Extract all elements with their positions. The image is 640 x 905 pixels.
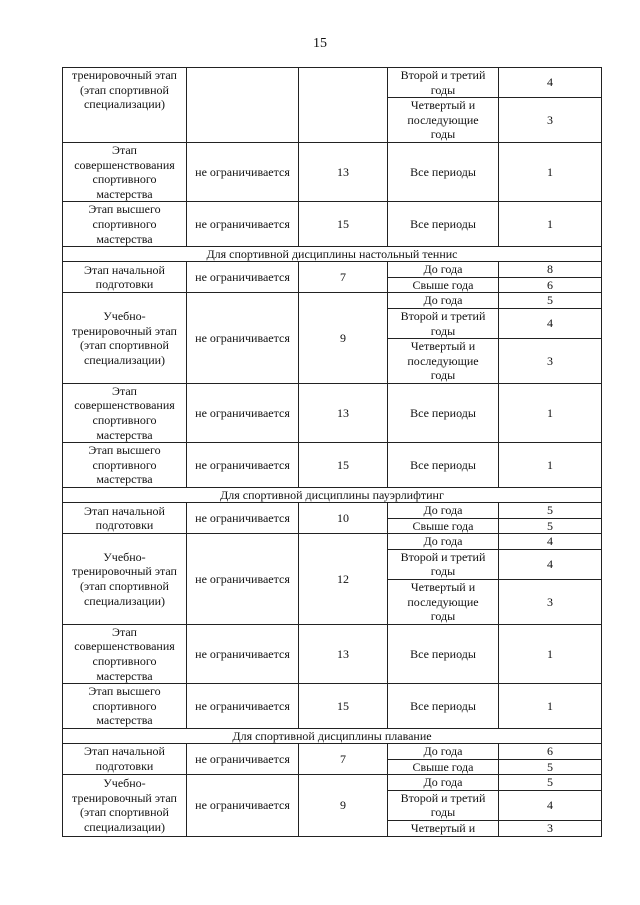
table-cell: не ограничивается <box>187 534 299 625</box>
table-cell: не ограничивается <box>187 142 299 201</box>
table-cell: 15 <box>299 202 388 247</box>
table-cell: 7 <box>299 262 388 293</box>
table-cell: не ограничивается <box>187 503 299 534</box>
table-cell: Этап начальной подготовки <box>63 262 187 293</box>
table-cell <box>299 68 388 143</box>
table-row <box>63 383 602 442</box>
table-row <box>63 68 602 98</box>
table-row <box>63 262 602 278</box>
table-cell: 13 <box>299 624 388 683</box>
table-cell: 13 <box>299 383 388 442</box>
table-cell: Этап начальной подготовки <box>63 743 187 774</box>
table-cell: не ограничивается <box>187 624 299 683</box>
table-row <box>63 775 602 791</box>
table-cell: Этап начальной подготовки <box>63 503 187 534</box>
table-cell: 1 <box>499 443 602 488</box>
table-cell: 9 <box>299 775 388 836</box>
table-cell: Четвертый и <box>388 820 499 836</box>
table-row <box>63 443 602 488</box>
training-periods-table <box>62 67 602 837</box>
table-cell: 4 <box>499 790 602 820</box>
table-cell: Все периоды <box>388 624 499 683</box>
table-cell: Этап совершенствования спортивного мастерства <box>63 624 187 683</box>
table-cell: Второй и третий годы <box>388 790 499 820</box>
table-row <box>63 743 602 759</box>
table-row <box>63 488 602 503</box>
table-cell: 5 <box>499 503 602 519</box>
table-cell: Этап высшего спортивного мастерства <box>63 202 187 247</box>
table-cell: Четвертый и последующие годы <box>388 580 499 625</box>
table-cell: 8 <box>499 262 602 278</box>
table-cell: Учебно- тренировочный этап (этап спортивной специализации) <box>63 534 187 625</box>
table-cell: Свыше года <box>388 518 499 534</box>
table-cell: До года <box>388 743 499 759</box>
table-cell: Этап высшего спортивного мастерства <box>63 443 187 488</box>
table-cell: 5 <box>499 775 602 791</box>
table-cell: 15 <box>299 443 388 488</box>
table-cell: 9 <box>299 293 388 384</box>
table-row <box>63 534 602 550</box>
table-cell: Учебно- тренировочный этап (этап спортивной специализации) <box>63 293 187 384</box>
table-cell: Все периоды <box>388 202 499 247</box>
table-cell: 5 <box>499 518 602 534</box>
table-cell: До года <box>388 503 499 519</box>
table-cell: Свыше года <box>388 277 499 293</box>
table-cell: До года <box>388 262 499 278</box>
table-cell: Четвертый и последующие годы <box>388 339 499 384</box>
table-row <box>63 293 602 309</box>
page-number: 15 <box>313 36 327 51</box>
table-cell: 3 <box>499 580 602 625</box>
table-cell: 1 <box>499 624 602 683</box>
table-cell: 3 <box>499 820 602 836</box>
table-cell: 13 <box>299 142 388 201</box>
table-cell: Этап высшего спортивного мастерства <box>63 684 187 729</box>
table-row <box>63 684 602 729</box>
table-cell: не ограничивается <box>187 775 299 836</box>
table-cell: 6 <box>499 743 602 759</box>
table-row <box>63 247 602 262</box>
section-header: Для спортивной дисциплины пауэрлифтинг <box>63 488 602 503</box>
table-cell: 4 <box>499 68 602 98</box>
table-cell: не ограничивается <box>187 202 299 247</box>
table-cell: 4 <box>499 549 602 579</box>
table-cell: 1 <box>499 202 602 247</box>
table-cell: 1 <box>499 142 602 201</box>
table-cell: Второй и третий годы <box>388 549 499 579</box>
table-cell: 7 <box>299 743 388 774</box>
table-cell: Все периоды <box>388 142 499 201</box>
table-cell: Все периоды <box>388 443 499 488</box>
table-cell: Этап совершенствования спортивного мастерства <box>63 142 187 201</box>
table-cell: 6 <box>499 277 602 293</box>
table-cell: 4 <box>499 534 602 550</box>
table-cell: Учебно- тренировочный этап (этап спортивной специализации) <box>63 775 187 836</box>
table-cell: 12 <box>299 534 388 625</box>
table-cell: 15 <box>299 684 388 729</box>
table-cell: 3 <box>499 98 602 143</box>
table-cell: Все периоды <box>388 684 499 729</box>
table-row <box>63 728 602 743</box>
table-cell: не ограничивается <box>187 684 299 729</box>
table-cell: До года <box>388 293 499 309</box>
table-cell: 5 <box>499 759 602 775</box>
table-cell: не ограничивается <box>187 262 299 293</box>
section-header: Для спортивной дисциплины плавание <box>63 728 602 743</box>
table-cell: не ограничивается <box>187 443 299 488</box>
table-cell: Второй и третий годы <box>388 68 499 98</box>
table-cell: тренировочный этап (этап спортивной специализации) <box>63 68 187 143</box>
table-cell: 10 <box>299 503 388 534</box>
table-row <box>63 624 602 683</box>
table-cell: 1 <box>499 383 602 442</box>
table-cell: Второй и третий годы <box>388 308 499 338</box>
table-cell: Свыше года <box>388 759 499 775</box>
table-cell: Все периоды <box>388 383 499 442</box>
table-row <box>63 503 602 519</box>
table-row <box>63 202 602 247</box>
table-cell: Этап совершенствования спортивного мастерства <box>63 383 187 442</box>
table-cell: 3 <box>499 339 602 384</box>
table-row <box>63 142 602 201</box>
table-cell: 4 <box>499 308 602 338</box>
section-header: Для спортивной дисциплины настольный теннис <box>63 247 602 262</box>
table-cell: не ограничивается <box>187 383 299 442</box>
table-cell: Четвертый и последующие годы <box>388 98 499 143</box>
table-cell: 5 <box>499 293 602 309</box>
table-cell: не ограничивается <box>187 743 299 774</box>
table-cell: До года <box>388 775 499 791</box>
table-cell: 1 <box>499 684 602 729</box>
table-cell <box>187 68 299 143</box>
table-cell: До года <box>388 534 499 550</box>
table-cell: не ограничивается <box>187 293 299 384</box>
